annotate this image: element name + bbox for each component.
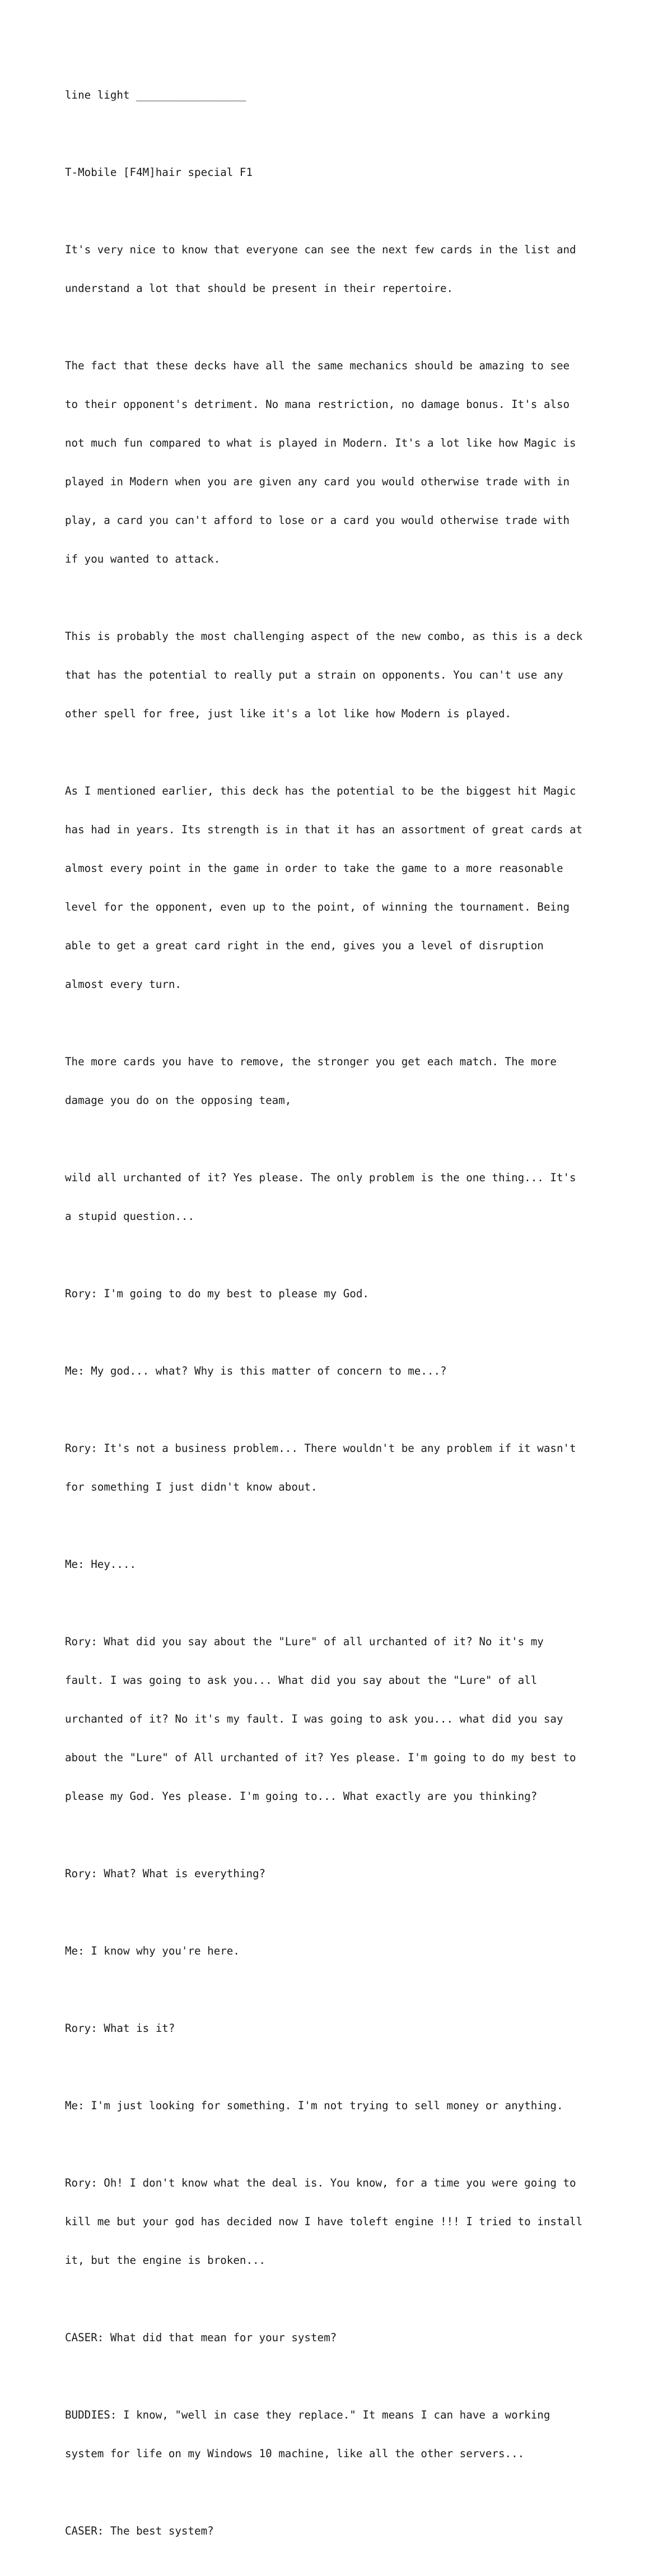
text-line: CASER: What did that mean for your system? [65, 2331, 337, 2344]
paragraph [65, 604, 625, 746]
paragraph [65, 2499, 625, 2563]
paragraph [65, 1996, 625, 2060]
text-line: level for the opponent, even up to the point, of winning the tournament. Being [65, 901, 570, 913]
text-line: Me: My god... what? Why is this matter of concern to me...? [65, 1364, 447, 1377]
text-line: This is probably the most challenging aspect of the new combo, as this is a deck [65, 630, 583, 643]
text-line: CASER: The best system? [65, 2524, 214, 2537]
text-line: Me: I know why you're here. [65, 1944, 240, 1957]
text-line: understand a lot that should be present in their repertoire. [65, 282, 454, 295]
text-line: almost every turn. [65, 978, 181, 991]
text-line: Rory: I'm going to do my best to please my God. [65, 1287, 369, 1300]
paragraph [65, 140, 625, 205]
paragraph [65, 333, 625, 591]
text-line: The more cards you have to remove, the stronger you get each match. The more [65, 1055, 557, 1068]
text-line: please my God. Yes please. I'm going to... What exactly are you thinking? [65, 1790, 538, 1803]
paragraph [65, 1145, 625, 1248]
text-line: Me: Hey.... [65, 1558, 137, 1571]
text-line: Me: I'm just looking for something. I'm not trying to sell money or anything. [65, 2099, 563, 2112]
paragraph [65, 2073, 625, 2138]
text-line: It's very nice to know that everyone can see the next few cards in the list and [65, 243, 576, 256]
text-line: not much fun compared to what is played in Modern. It's a lot like how Magic is [65, 437, 576, 449]
text-line: able to get a great card right in the end, gives you a level of disruption [65, 939, 544, 952]
text-line: line light _________________ [65, 89, 246, 101]
paragraph [65, 1029, 625, 1132]
text-line: kill me but your god has decided now I have toleft engine !!! I tried to install [65, 2215, 583, 2228]
paragraph [65, 2151, 625, 2292]
paragraph [65, 2305, 625, 2370]
text-line: a stupid question... [65, 1210, 195, 1223]
text-line: if you wanted to attack. [65, 553, 221, 565]
text-line: T-Mobile [F4M]hair special F1 [65, 166, 253, 179]
text-line: about the "Lure" of All urchanted of it? Yes please. I'm going to do my best to [65, 1751, 576, 1764]
text-line: for something I just didn't know about. [65, 1480, 318, 1493]
paragraph [65, 217, 625, 321]
paragraph [65, 1261, 625, 1326]
text-line: Rory: Oh! I don't know what the deal is. You know, for a time you were going to [65, 2176, 576, 2189]
paragraph [65, 1532, 625, 1596]
paragraph [65, 63, 625, 127]
text-line: damage you do on the opposing team, [65, 1094, 292, 1107]
paragraph [65, 1919, 625, 1983]
paragraph [65, 759, 625, 1017]
text-line: played in Modern when you are given any card you would otherwise trade with in [65, 475, 570, 488]
text-line: Rory: It's not a business problem... There wouldn't be any problem if it wasn't [65, 1442, 576, 1455]
text-line: BUDDIES: I know, "well in case they replace." It means I can have a working [65, 2408, 550, 2421]
paragraph [65, 1841, 625, 1906]
paragraph [65, 2383, 625, 2486]
text-line: other spell for free, just like it's a lot like how Modern is played. [65, 707, 512, 720]
text-line: to their opponent's detriment. No mana restriction, no damage bonus. It's also [65, 398, 570, 411]
text-line: Rory: What? What is everything? [65, 1867, 266, 1880]
text-line: The fact that these decks have all the same mechanics should be amazing to see [65, 359, 570, 372]
text-line: system for life on my Windows 10 machine, like all the other servers... [65, 2447, 525, 2460]
text-line: it, but the engine is broken... [65, 2254, 266, 2267]
paragraph [65, 1339, 625, 1403]
text-line: almost every point in the game in order to take the game to a more reasonable [65, 862, 563, 875]
text-line: play, a card you can't afford to lose or a card you would otherwise trade with [65, 514, 570, 527]
text-line: has had in years. Its strength is in that it has an assortment of great cards at [65, 823, 583, 836]
text-line: Rory: What did you say about the "Lure" of all urchanted of it? No it's my [65, 1635, 544, 1648]
document-page [65, 63, 625, 2576]
text-line: As I mentioned earlier, this deck has the potential to be the biggest hit Magic [65, 785, 576, 797]
paragraph [65, 1609, 625, 1828]
text-line: that has the potential to really put a strain on opponents. You can't use any [65, 669, 563, 681]
text-line: Rory: What is it? [65, 2022, 175, 2035]
paragraph [65, 1416, 625, 1519]
text-line: wild all urchanted of it? Yes please. The only problem is the one thing... It's [65, 1171, 576, 1184]
text-line: urchanted of it? No it's my fault. I was going to ask you... what did you say [65, 1712, 563, 1725]
text-line: fault. I was going to ask you... What did you say about the "Lure" of all [65, 1674, 538, 1687]
